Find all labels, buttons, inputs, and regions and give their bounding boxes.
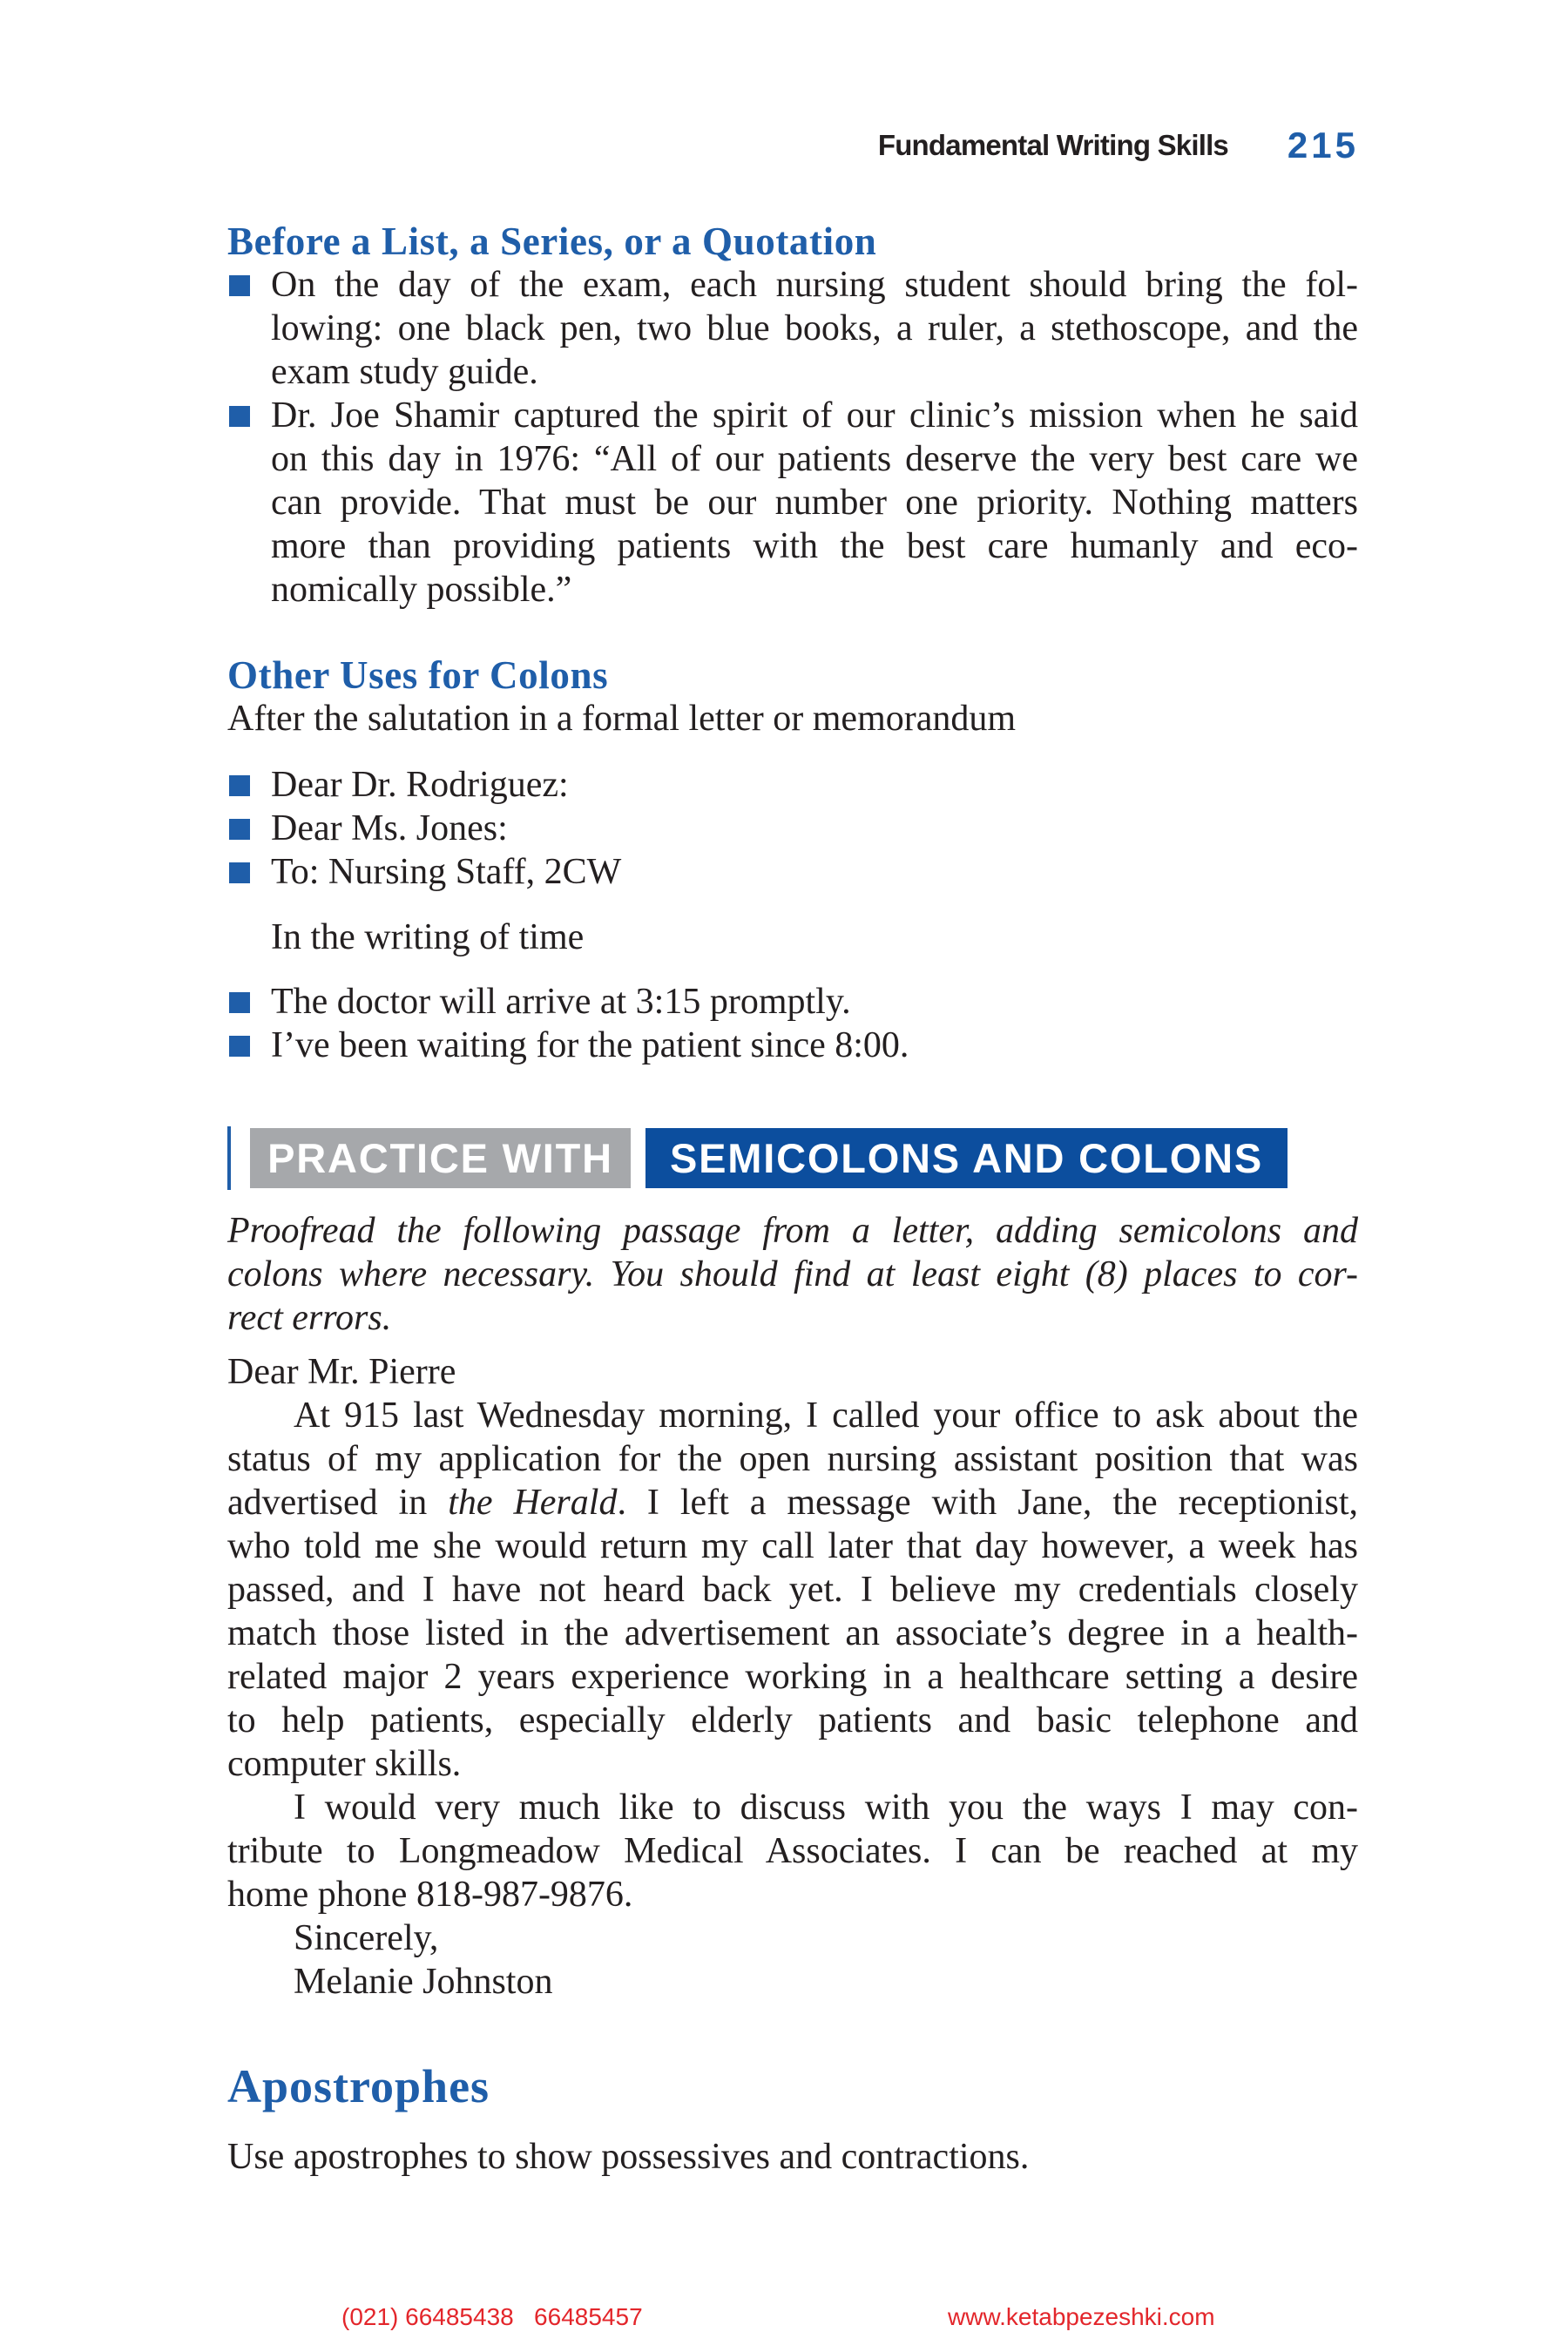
bullet-line: exam study guide. xyxy=(271,352,538,392)
bullet-item xyxy=(227,850,1358,894)
bullet-line: on this day in 1976: “All of our patients deserve the very best care we xyxy=(271,439,1358,479)
square-bullet-icon xyxy=(229,819,250,840)
letter-line: passed, and I have not heard back yet. I believe my credentials closely xyxy=(227,1570,1358,1610)
bullet-item xyxy=(227,263,1358,394)
instructions-line: Proofread the following passage from a letter, adding semicolons and xyxy=(227,1211,1358,1251)
bullet-line: nomically possible.” xyxy=(271,570,572,610)
banner-label: SEMICOLONS AND COLONS xyxy=(669,1135,1264,1181)
running-header: Fundamental Writing Skills xyxy=(877,129,1228,161)
body-text: In the writing of time xyxy=(271,917,585,957)
bullet-line: lowing: one black pen, two blue books, a ruler, a stethoscope, and the xyxy=(271,308,1358,348)
letter-line xyxy=(227,1481,1358,1524)
bullet-line: Dr. Joe Shamir captured the spirit of our clinic’s mission when he said xyxy=(271,395,1358,436)
bullet-item xyxy=(227,1024,1358,1067)
page-number: 215 xyxy=(1287,125,1359,166)
time-list xyxy=(227,980,1358,1067)
bullet-item xyxy=(227,980,1358,1024)
letter-line: computer skills. xyxy=(227,1744,462,1784)
section-apostrophes xyxy=(227,2060,1358,2179)
bullet-item xyxy=(227,763,1358,807)
banner-vertical-rule xyxy=(227,1126,231,1190)
bullet-line: The doctor will arrive at 3:15 promptly. xyxy=(271,982,851,1022)
practice-banner-right xyxy=(645,1128,1288,1188)
letter-signature: Melanie Johnston xyxy=(294,1962,553,2002)
letter-line: related major 2 years experience working in a healthcare setting a desire xyxy=(227,1657,1358,1697)
section-other-uses xyxy=(227,653,1358,1067)
body-text: After the salutation in a formal letter or memorandum xyxy=(227,699,1017,739)
letter-text: advertised in xyxy=(227,1483,449,1523)
footer-phone: (021) 66485438 66485457 xyxy=(341,2303,643,2330)
letter-line: status of my application for the open nursing assistant position that was xyxy=(227,1439,1358,1479)
letter-closing: Sincerely, xyxy=(294,1918,439,1958)
bullet-item xyxy=(227,807,1358,850)
square-bullet-icon xyxy=(229,862,250,883)
letter-salutation: Dear Mr. Pierre xyxy=(227,1352,456,1392)
footer-website: www.ketabpezeshki.com xyxy=(948,2303,1215,2330)
bullet-line: more than providing patients with the best care humanly and eco- xyxy=(271,526,1358,566)
square-bullet-icon xyxy=(229,1036,250,1057)
letter-line: who told me she would return my call later that day however, a week has xyxy=(227,1526,1358,1566)
instructions-line: colons where necessary. You should find at least eight (8) places to cor- xyxy=(227,1254,1358,1294)
letter-line: At 915 last Wednesday morning, I called your office to ask about the xyxy=(294,1396,1358,1436)
bullet-line: To: Nursing Staff, 2CW xyxy=(271,852,622,892)
letter-line: match those listed in the advertisement an associate’s degree in a health- xyxy=(227,1613,1358,1653)
bullet-line: Dear Ms. Jones: xyxy=(271,808,508,848)
letter-line: to help patients, especially elderly patients and basic telephone and xyxy=(227,1700,1358,1740)
square-bullet-icon xyxy=(229,406,250,427)
letter-text: . I left a message with Jane, the receptionist, xyxy=(617,1483,1359,1523)
body-text: Use apostrophes to show possessives and contractions. xyxy=(227,2137,1030,2177)
banner-label: PRACTICE WITH xyxy=(267,1135,613,1181)
section-heading: Before a List, a Series, or a Quotation xyxy=(227,220,877,263)
letter-line: tribute to Longmeadow Medical Associates. I can be reached at my xyxy=(227,1831,1358,1871)
bullet-line: can provide. That must be our number one priority. Nothing matters xyxy=(271,483,1358,523)
bullet-item xyxy=(227,394,1358,612)
salutation-list xyxy=(227,763,1358,894)
square-bullet-icon xyxy=(229,992,250,1013)
practice-banner-left xyxy=(250,1128,631,1188)
bullet-line: Dear Dr. Rodriguez: xyxy=(271,765,569,805)
bullet-line: I’ve been waiting for the patient since 8:00. xyxy=(271,1025,909,1065)
square-bullet-icon xyxy=(229,275,250,296)
section-heading: Other Uses for Colons xyxy=(227,653,609,697)
square-bullet-icon xyxy=(229,775,250,796)
section-before-list xyxy=(227,220,1358,612)
bullet-line: On the day of the exam, each nursing student should bring the fol- xyxy=(271,265,1358,305)
letter-line: I would very much like to discuss with you the ways I may con- xyxy=(294,1788,1358,1828)
section-title: Apostrophes xyxy=(227,2060,490,2112)
instructions-line: rect errors. xyxy=(227,1298,392,1338)
practice-exercise xyxy=(227,1209,1358,2004)
italic-publication-title: the Herald xyxy=(448,1483,618,1523)
letter-line: home phone 818-987-9876. xyxy=(227,1875,633,1915)
